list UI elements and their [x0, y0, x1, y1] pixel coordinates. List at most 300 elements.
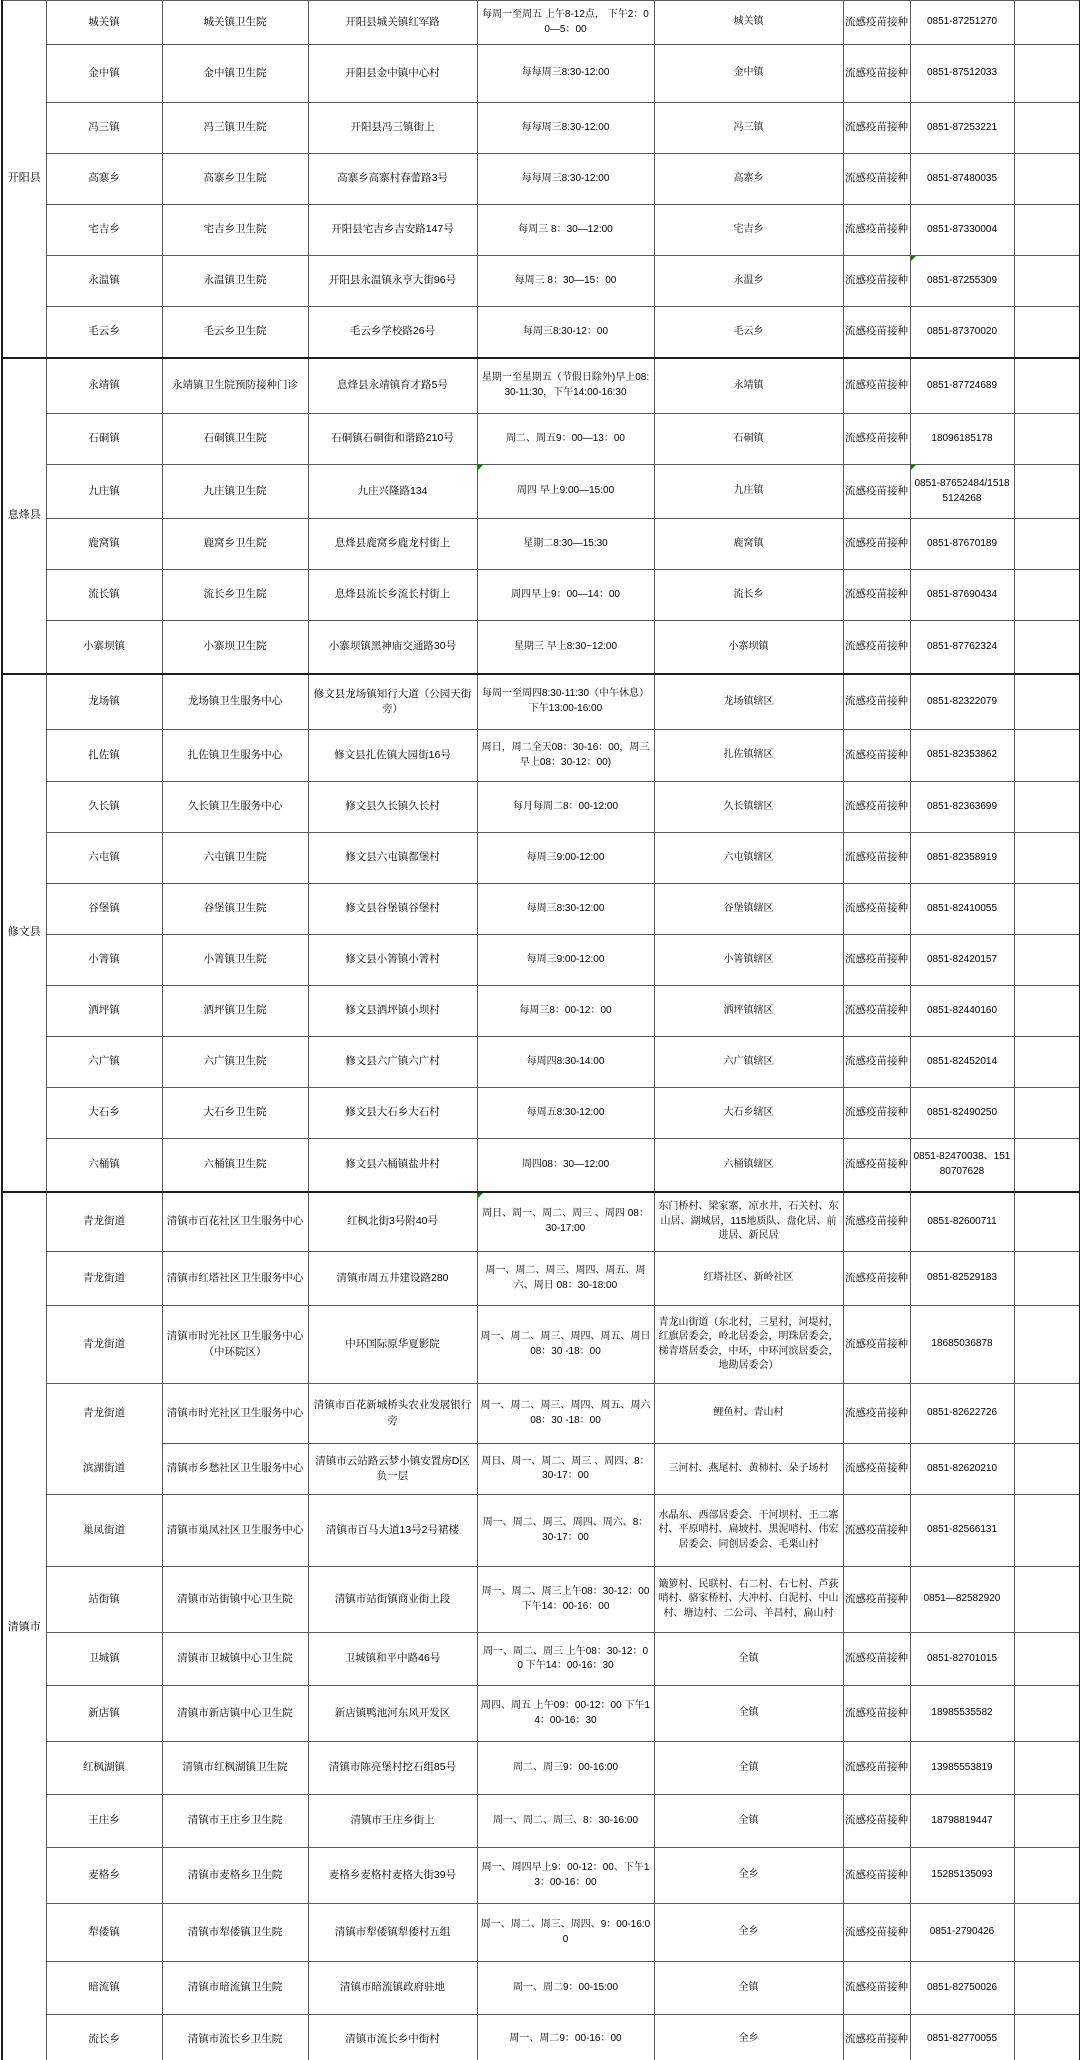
table-row [2, 1444, 1080, 1495]
facility-cell: 清镇市王庄乡卫生院 [162, 1795, 308, 1848]
table-row [2, 103, 1080, 154]
area-cell: 洒坪镇辖区 [654, 986, 843, 1037]
facility-cell: 清镇市新店镇中心卫生院 [162, 1686, 308, 1742]
area-cell: 全镇 [654, 1962, 843, 2015]
area-cell: 鹿窝镇 [654, 519, 843, 570]
service-cell: 流感疫苗接种 [843, 45, 910, 103]
area-cell: 城关镇 [654, 1, 843, 45]
town-cell: 流长镇 [46, 570, 162, 621]
table-row [2, 1742, 1080, 1795]
service-cell: 流感疫苗接种 [843, 1306, 910, 1384]
facility-cell: 清镇市麦格乡卫生院 [162, 1848, 308, 1904]
empty-cell [1014, 730, 1080, 782]
table-row [2, 1037, 1080, 1088]
county-cell: 修文县 [2, 674, 46, 1192]
address-cell: 修文县六屯镇都堡村 [308, 833, 477, 884]
town-cell: 冯三镇 [46, 103, 162, 154]
address-cell: 清镇市云站路云梦小镇安置房D区负一层 [308, 1444, 477, 1495]
address-cell: 开阳县宅吉乡吉安路147号 [308, 205, 477, 256]
town-cell: 高寨乡 [46, 154, 162, 205]
phone-cell: 0851-87480035 [910, 154, 1014, 205]
area-cell: 全乡 [654, 2015, 843, 2060]
empty-cell [1014, 1962, 1080, 2015]
phone-cell: 0851-87370020 [910, 307, 1014, 358]
town-cell: 大石乡 [46, 1088, 162, 1139]
facility-cell: 清镇市站街镇中心卫生院 [162, 1567, 308, 1633]
time-cell: 周二、周三9：00-16:00 [477, 1742, 654, 1795]
time-cell: 周一、周二、周三、周四、9：00-16:00 [477, 1904, 654, 1962]
phone-cell: 0851-82770055 [910, 2015, 1014, 2060]
town-cell: 青龙街道 [46, 1252, 162, 1306]
county-cell: 息烽县 [2, 358, 46, 674]
empty-cell [1014, 1904, 1080, 1962]
time-cell: 周一、周二、周三、周四、周五、周六 08：30 -18：00 [477, 1384, 654, 1444]
time-cell: 每周一至周四8:30-11:30（中午休息）下午13:00-16:00 [477, 674, 654, 730]
time-cell: 周一、周二、周三、周四、周五、周日 08：30 -18：00 [477, 1306, 654, 1384]
facility-cell: 清镇市红枫湖镇卫生院 [162, 1742, 308, 1795]
time-cell: 周二、周五9：00—13：00 [477, 414, 654, 465]
service-cell: 流感疫苗接种 [843, 884, 910, 935]
area-cell: 永温乡 [654, 256, 843, 307]
empty-cell [1014, 1495, 1080, 1567]
facility-cell: 石硐镇卫生院 [162, 414, 308, 465]
town-cell: 青龙街道 [46, 1384, 162, 1444]
table-row [2, 1567, 1080, 1633]
time-cell: 每周三 8：30—12:00 [477, 205, 654, 256]
address-cell: 开阳县冯三镇街上 [308, 103, 477, 154]
facility-cell: 小箐镇卫生院 [162, 935, 308, 986]
town-cell: 青龙街道 [46, 1306, 162, 1384]
phone-cell: 0851-87255309 [910, 256, 1014, 307]
facility-cell: 流长乡卫生院 [162, 570, 308, 621]
address-cell: 清镇市暗流镇政府驻地 [308, 1962, 477, 2015]
town-cell: 小寨坝镇 [46, 621, 162, 674]
empty-cell [1014, 782, 1080, 833]
time-cell: 周一、周二、周三上午08：30-12：00 下午14：00-16：00 [477, 1567, 654, 1633]
phone-cell: 0851-82470038、15180707628 [910, 1139, 1014, 1192]
time-cell: 周一、周二、周三、周四、周六、8：30-17：00 [477, 1495, 654, 1567]
empty-cell [1014, 935, 1080, 986]
town-cell: 龙场镇 [46, 674, 162, 730]
time-cell: 每周一至周五 上午8-12点， 下午2：00—5：00 [477, 1, 654, 45]
town-cell: 毛云乡 [46, 307, 162, 358]
time-cell: 周四早上9：00—14：00 [477, 570, 654, 621]
phone-cell: 0851-82353862 [910, 730, 1014, 782]
facility-cell: 九庄镇卫生院 [162, 465, 308, 519]
service-cell: 流感疫苗接种 [843, 1088, 910, 1139]
facility-cell: 谷堡镇卫生院 [162, 884, 308, 935]
time-cell: 周四、周五 上午09：00-12：00 下午14：00-16：30 [477, 1686, 654, 1742]
service-cell: 流感疫苗接种 [843, 1848, 910, 1904]
empty-cell [1014, 45, 1080, 103]
empty-cell [1014, 1384, 1080, 1444]
facility-cell: 扎佐镇卫生服务中心 [162, 730, 308, 782]
town-cell: 石硐镇 [46, 414, 162, 465]
town-cell: 青龙街道 [46, 1192, 162, 1252]
empty-cell [1014, 358, 1080, 414]
area-cell: 小寨坝镇 [654, 621, 843, 674]
empty-cell [1014, 1306, 1080, 1384]
area-cell: 红塔社区、新岭社区 [654, 1252, 843, 1306]
service-cell: 流感疫苗接种 [843, 570, 910, 621]
facility-cell: 冯三镇卫生院 [162, 103, 308, 154]
address-cell: 息烽县鹿窝乡鹿龙村街上 [308, 519, 477, 570]
phone-cell: 0851-82363699 [910, 782, 1014, 833]
area-cell: 扎佐镇辖区 [654, 730, 843, 782]
address-cell: 清镇市百花新城桥头农业发展银行旁 [308, 1384, 477, 1444]
empty-cell [1014, 1037, 1080, 1088]
vaccination-table-body [2, 1, 1080, 2060]
phone-cell: 0851-82420157 [910, 935, 1014, 986]
address-cell: 修文县小箐镇小箐村 [308, 935, 477, 986]
address-cell: 清镇市犁倭镇犁倭村五组 [308, 1904, 477, 1962]
empty-cell [1014, 621, 1080, 674]
table-row [2, 1962, 1080, 2015]
service-cell: 流感疫苗接种 [843, 782, 910, 833]
table-row [2, 1139, 1080, 1192]
phone-cell: 0851-82622726 [910, 1384, 1014, 1444]
facility-cell: 永靖镇卫生院预防接种门诊 [162, 358, 308, 414]
table-row [2, 519, 1080, 570]
service-cell: 流感疫苗接种 [843, 621, 910, 674]
address-cell: 修文县龙场镇知行大道（公园天街旁） [308, 674, 477, 730]
time-cell: 每每周三8:30-12:00 [477, 103, 654, 154]
table-row [2, 1252, 1080, 1306]
area-cell: 大石乡辖区 [654, 1088, 843, 1139]
time-cell: 每月每周二8：00-12:00 [477, 782, 654, 833]
address-cell: 息烽县流长乡流长村街上 [308, 570, 477, 621]
empty-cell [1014, 1252, 1080, 1306]
phone-cell: 0851-82750026 [910, 1962, 1014, 2015]
time-cell: 星期一至星期五（节假日除外)早上08:30-11:30，下午14:00-16:30 [477, 358, 654, 414]
phone-cell: 0851-82452014 [910, 1037, 1014, 1088]
service-cell: 流感疫苗接种 [843, 519, 910, 570]
service-cell: 流感疫苗接种 [843, 358, 910, 414]
address-cell: 息烽县永靖镇育才路5号 [308, 358, 477, 414]
service-cell: 流感疫苗接种 [843, 1192, 910, 1252]
facility-cell: 小寨坝卫生院 [162, 621, 308, 674]
phone-cell: 0851-82529183 [910, 1252, 1014, 1306]
time-cell: 周四 早上9:00—15:00 [477, 465, 654, 519]
facility-cell: 毛云乡卫生院 [162, 307, 308, 358]
area-cell: 全镇 [654, 1742, 843, 1795]
town-cell: 久长镇 [46, 782, 162, 833]
town-cell: 永温镇 [46, 256, 162, 307]
time-cell: 周一、周二、周三 上午08：30-12：00 下午14：00-16：30 [477, 1633, 654, 1686]
address-cell: 中环国际原华夏影院 [308, 1306, 477, 1384]
address-cell: 修文县洒坪镇小坝村 [308, 986, 477, 1037]
phone-cell: 0851-87724689 [910, 358, 1014, 414]
phone-cell: 0851-87762324 [910, 621, 1014, 674]
facility-cell: 清镇市流长乡卫生院 [162, 2015, 308, 2060]
service-cell: 流感疫苗接种 [843, 1037, 910, 1088]
facility-cell: 久长镇卫生服务中心 [162, 782, 308, 833]
phone-cell: 0851-87670189 [910, 519, 1014, 570]
area-cell: 鲤鱼村、青山村 [654, 1384, 843, 1444]
town-cell: 永靖镇 [46, 358, 162, 414]
address-cell: 修文县六桶镇盐井村 [308, 1139, 477, 1192]
empty-cell [1014, 1742, 1080, 1795]
service-cell: 流感疫苗接种 [843, 935, 910, 986]
phone-cell: 15285135093 [910, 1848, 1014, 1904]
service-cell: 流感疫苗接种 [843, 205, 910, 256]
town-cell: 新店镇 [46, 1686, 162, 1742]
facility-cell: 清镇市时光社区卫生服务中心（中环院区） [162, 1306, 308, 1384]
address-cell: 清镇市流长乡中街村 [308, 2015, 477, 2060]
area-cell: 永靖镇 [654, 358, 843, 414]
area-cell: 全乡 [654, 1848, 843, 1904]
table-row [2, 465, 1080, 519]
phone-cell: 0851-82440160 [910, 986, 1014, 1037]
area-cell: 全镇 [654, 1795, 843, 1848]
service-cell: 流感疫苗接种 [843, 154, 910, 205]
address-cell: 清镇市站街镇商业街上段 [308, 1567, 477, 1633]
address-cell: 清镇市王庄乡街上 [308, 1795, 477, 1848]
town-cell: 六屯镇 [46, 833, 162, 884]
table-row [2, 730, 1080, 782]
time-cell: 每周五8:30-12:00 [477, 1088, 654, 1139]
time-cell: 星期二8:30—15:30 [477, 519, 654, 570]
empty-cell [1014, 986, 1080, 1037]
phone-cell: 0851-82490250 [910, 1088, 1014, 1139]
table-row [2, 1088, 1080, 1139]
phone-cell: 0851-82566131 [910, 1495, 1014, 1567]
time-cell: 每周三9:00-12:00 [477, 935, 654, 986]
facility-cell: 清镇市乡愁社区卫生服务中心 [162, 1444, 308, 1495]
service-cell: 流感疫苗接种 [843, 1686, 910, 1742]
address-cell: 石硐镇石硐街和谐路210号 [308, 414, 477, 465]
time-cell: 每周三 8：30—15：00 [477, 256, 654, 307]
facility-cell: 清镇市百花社区卫生服务中心 [162, 1192, 308, 1252]
empty-cell [1014, 205, 1080, 256]
table-row [2, 1795, 1080, 1848]
area-cell: 六屯镇辖区 [654, 833, 843, 884]
town-cell: 麦格乡 [46, 1848, 162, 1904]
town-cell: 六广镇 [46, 1037, 162, 1088]
time-cell: 周一、周二9：00-16：00 [477, 2015, 654, 2060]
facility-cell: 清镇市卫城镇中心卫生院 [162, 1633, 308, 1686]
area-cell: 青龙山街道（东北村，三星村，河堤村，红旗居委会，岭北居委会，明珠居委会，梯青塔居委会，中环，中环河滨居委会，地勘居委会） [654, 1306, 843, 1384]
table-row [2, 256, 1080, 307]
empty-cell [1014, 2015, 1080, 2060]
table-row [2, 1495, 1080, 1567]
area-cell: 六广镇辖区 [654, 1037, 843, 1088]
town-cell: 巢凤街道 [46, 1495, 162, 1567]
phone-cell: 0851-82322079 [910, 674, 1014, 730]
town-cell: 王庄乡 [46, 1795, 162, 1848]
empty-cell [1014, 154, 1080, 205]
time-cell: 星期三 早上8:30~12:00 [477, 621, 654, 674]
table-row [2, 1686, 1080, 1742]
town-cell: 犁倭镇 [46, 1904, 162, 1962]
facility-cell: 高寨乡卫生院 [162, 154, 308, 205]
table-row [2, 1306, 1080, 1384]
facility-cell: 洒坪镇卫生院 [162, 986, 308, 1037]
table-row [2, 1384, 1080, 1444]
area-cell: 谷堡镇辖区 [654, 884, 843, 935]
phone-cell: 0851-87330004 [910, 205, 1014, 256]
service-cell: 流感疫苗接种 [843, 1444, 910, 1495]
phone-cell: 0851-87253221 [910, 103, 1014, 154]
service-cell: 流感疫苗接种 [843, 307, 910, 358]
address-cell: 清镇市百马大道13号2号裙楼 [308, 1495, 477, 1567]
address-cell: 开阳县城关镇红军路 [308, 1, 477, 45]
area-cell: 水晶东、西部居委会、干河坝村、王二寨村、平原哨村、扁坡村、黑泥哨村、伟宏居委会、同创居委会、毛栗山村 [654, 1495, 843, 1567]
area-cell: 六桶镇辖区 [654, 1139, 843, 1192]
facility-cell: 清镇市犁倭镇卫生院 [162, 1904, 308, 1962]
service-cell: 流感疫苗接种 [843, 1139, 910, 1192]
empty-cell [1014, 1633, 1080, 1686]
area-cell: 毛云乡 [654, 307, 843, 358]
table-row [2, 674, 1080, 730]
empty-cell [1014, 1686, 1080, 1742]
vaccination-schedule-table [1, 0, 1080, 2060]
empty-cell [1014, 414, 1080, 465]
service-cell: 流感疫苗接种 [843, 1742, 910, 1795]
address-cell: 修文县六广镇六广村 [308, 1037, 477, 1088]
time-cell: 周一、周四早上9：00-12：00、下午13：00-16：00 [477, 1848, 654, 1904]
area-cell: 宅吉乡 [654, 205, 843, 256]
phone-cell: 0851-87690434 [910, 570, 1014, 621]
town-cell: 站街镇 [46, 1567, 162, 1633]
area-cell: 高寨乡 [654, 154, 843, 205]
facility-cell: 永温镇卫生院 [162, 256, 308, 307]
town-cell: 九庄镇 [46, 465, 162, 519]
empty-cell [1014, 307, 1080, 358]
town-cell: 城关镇 [46, 1, 162, 45]
area-cell: 小箐镇辖区 [654, 935, 843, 986]
time-cell: 周日、周一、周二、周三 、周四 08：30-17:00 [477, 1192, 654, 1252]
empty-cell [1014, 833, 1080, 884]
area-cell: 久长镇辖区 [654, 782, 843, 833]
empty-cell [1014, 1088, 1080, 1139]
town-cell: 红枫湖镇 [46, 1742, 162, 1795]
town-cell: 滨湖街道 [46, 1444, 162, 1495]
empty-cell [1014, 519, 1080, 570]
service-cell: 流感疫苗接种 [843, 1962, 910, 2015]
time-cell: 周日，周二全天08：30-16：00，周三早上08：30-12：00) [477, 730, 654, 782]
phone-cell: 0851-87512033 [910, 45, 1014, 103]
area-cell: 全镇 [654, 1633, 843, 1686]
service-cell: 流感疫苗接种 [843, 2015, 910, 2060]
table-row [2, 414, 1080, 465]
facility-cell: 清镇市时光社区卫生服务中心 [162, 1384, 308, 1444]
service-cell: 流感疫苗接种 [843, 1633, 910, 1686]
area-cell: 三河村、燕尾村、黄柿村、朵子场村 [654, 1444, 843, 1495]
phone-cell: 18685036878 [910, 1306, 1014, 1384]
table-row [2, 307, 1080, 358]
time-cell: 每每周三8:30-12:00 [477, 154, 654, 205]
time-cell: 周一、周二、周三、周四、周五、周六、周日 08：30-18:00 [477, 1252, 654, 1306]
facility-cell: 宅吉乡卫生院 [162, 205, 308, 256]
phone-cell: 0851-82600711 [910, 1192, 1014, 1252]
table-row [2, 2015, 1080, 2060]
area-cell: 冯三镇 [654, 103, 843, 154]
town-cell: 金中镇 [46, 45, 162, 103]
town-cell: 暗流镇 [46, 1962, 162, 2015]
table-row [2, 154, 1080, 205]
area-cell: 石硐镇 [654, 414, 843, 465]
facility-cell: 清镇市暗流镇卫生院 [162, 1962, 308, 2015]
county-cell: 清镇市 [2, 1192, 46, 2060]
area-cell: 金中镇 [654, 45, 843, 103]
phone-cell: 0851-2790426 [910, 1904, 1014, 1962]
area-cell: 龙场镇辖区 [654, 674, 843, 730]
facility-cell: 清镇市巢凤社区卫生服务中心 [162, 1495, 308, 1567]
table-row [2, 1192, 1080, 1252]
empty-cell [1014, 465, 1080, 519]
address-cell: 修文县扎佐镇大园街16号 [308, 730, 477, 782]
facility-cell: 城关镇卫生院 [162, 1, 308, 45]
table-row [2, 1904, 1080, 1962]
facility-cell: 鹿窝乡卫生院 [162, 519, 308, 570]
service-cell: 流感疫苗接种 [843, 256, 910, 307]
phone-cell: 18798819447 [910, 1795, 1014, 1848]
address-cell: 毛云乡学校路26号 [308, 307, 477, 358]
service-cell: 流感疫苗接种 [843, 674, 910, 730]
empty-cell [1014, 1444, 1080, 1495]
facility-cell: 清镇市红塔社区卫生服务中心 [162, 1252, 308, 1306]
address-cell: 九庄兴隆路134 [308, 465, 477, 519]
facility-cell: 六广镇卫生院 [162, 1037, 308, 1088]
table-row [2, 621, 1080, 674]
address-cell: 修文县大石乡大石村 [308, 1088, 477, 1139]
phone-cell: 18985535582 [910, 1686, 1014, 1742]
service-cell: 流感疫苗接种 [843, 1795, 910, 1848]
empty-cell [1014, 570, 1080, 621]
service-cell: 流感疫苗接种 [843, 103, 910, 154]
time-cell: 周一、周二、周三、8：30-16:00 [477, 1795, 654, 1848]
town-cell: 扎佐镇 [46, 730, 162, 782]
area-cell: 全镇 [654, 1686, 843, 1742]
empty-cell [1014, 103, 1080, 154]
town-cell: 流长乡 [46, 2015, 162, 2060]
time-cell: 每每周三8:30-12:00 [477, 45, 654, 103]
service-cell: 流感疫苗接种 [843, 465, 910, 519]
area-cell: 全乡 [654, 1904, 843, 1962]
county-cell: 开阳县 [2, 1, 46, 358]
facility-cell: 金中镇卫生院 [162, 45, 308, 103]
service-cell: 流感疫苗接种 [843, 1252, 910, 1306]
table-row [2, 570, 1080, 621]
address-cell: 清镇市周五井建设路280 [308, 1252, 477, 1306]
time-cell: 每周三8:30-12：00 [477, 307, 654, 358]
phone-cell: 0851-87652484/15185124268 [910, 465, 1014, 519]
empty-cell [1014, 1139, 1080, 1192]
table-row [2, 205, 1080, 256]
address-cell: 高寨乡高寨村春蕾路3号 [308, 154, 477, 205]
phone-cell: 0851-82620210 [910, 1444, 1014, 1495]
service-cell: 流感疫苗接种 [843, 730, 910, 782]
empty-cell [1014, 1, 1080, 45]
area-cell: 簸箩村、民联村、右二村、右七村、芦荻哨村、骆家桥村、大冲村、白泥村、中山村、塘边村、二公司、羊昌村，扁山村 [654, 1567, 843, 1633]
time-cell: 每周三9:00-12:00 [477, 833, 654, 884]
phone-cell: 13985553819 [910, 1742, 1014, 1795]
address-cell: 修文县谷堡镇谷堡村 [308, 884, 477, 935]
address-cell: 清镇市陈亮堡村挖石组85号 [308, 1742, 477, 1795]
town-cell: 卫城镇 [46, 1633, 162, 1686]
address-cell: 卫城镇和平中路46号 [308, 1633, 477, 1686]
town-cell: 洒坪镇 [46, 986, 162, 1037]
service-cell: 流感疫苗接种 [843, 833, 910, 884]
time-cell: 每周三8：00-12：00 [477, 986, 654, 1037]
area-cell: 流长乡 [654, 570, 843, 621]
table-row [2, 884, 1080, 935]
address-cell: 开阳县永温镇永亨大街96号 [308, 256, 477, 307]
table-row [2, 833, 1080, 884]
empty-cell [1014, 1192, 1080, 1252]
facility-cell: 龙场镇卫生服务中心 [162, 674, 308, 730]
